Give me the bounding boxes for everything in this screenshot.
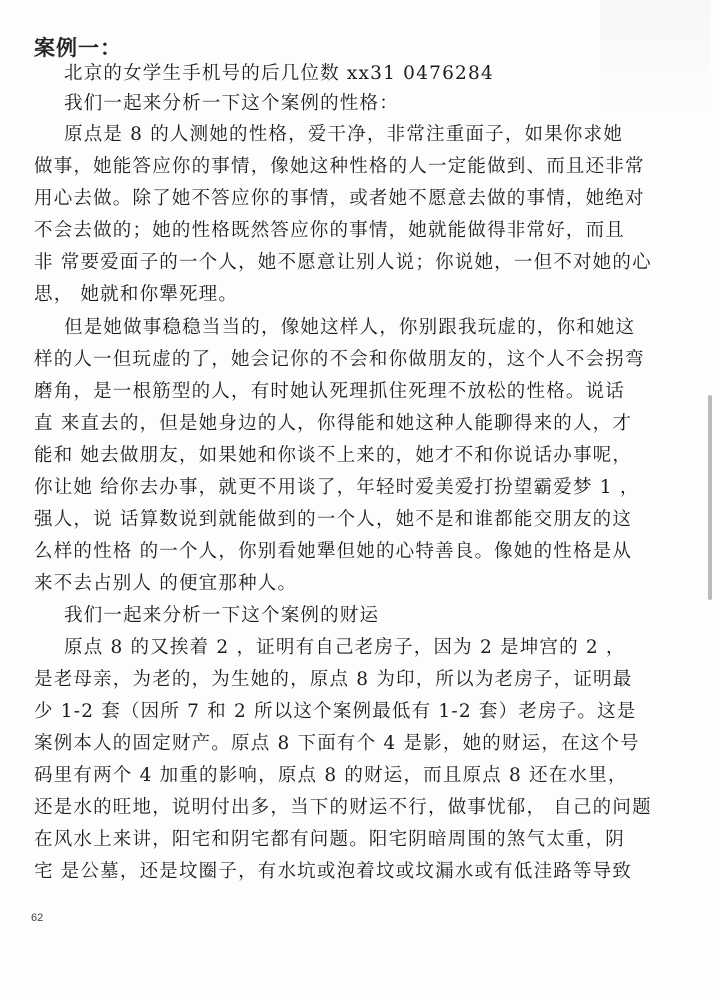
text-line: 还是水的旺地，说明付出多，当下的财运不行，做事忧郁， 自己的问题 xyxy=(34,797,652,818)
text-line: 直 来直去的，但是她身边的人，你得能和她这种人能聊得来的人，才 xyxy=(34,413,633,434)
text-line: 少 1-2 套（因所 7 和 2 所以这个案例最低有 1-2 套）老房子。这是 xyxy=(34,701,637,722)
text-line: 在风水上来讲，阳宅和阴宅都有问题。阳宅阴暗周围的煞气太重，阴 xyxy=(34,829,626,850)
text-line: 原点 8 的又挨着 2 ，证明有自己老房子，因为 2 是坤宫的 2 ， xyxy=(64,637,626,658)
text-line: 做事，她能答应你的事情，像她这种性格的人一定能做到、而且还非常 xyxy=(34,156,645,177)
text-line: 非 常要爱面子的一个人，她不愿意让别人说；你说她，一但不对她的心 xyxy=(34,252,652,273)
text-line: 但是她做事稳稳当当的，像她这样人，你别跟我玩虚的，你和她这 xyxy=(64,317,636,338)
text-line: 么样的性格 的一个人，你别看她犟但她的心特善良。像她的性格是从 xyxy=(34,541,633,562)
text-line: 思， 她就和你犟死理。 xyxy=(34,284,239,305)
text-line: 案例本人的固定财产。原点 8 下面有个 4 是影，她的财运，在这个号 xyxy=(34,733,640,754)
text-line: 你让她 给你去办事，就更不用谈了，年轻时爱美爱打扮望霸爱梦 1 ， xyxy=(34,477,640,498)
scrollbar[interactable] xyxy=(708,395,712,600)
text-line: 磨角，是一根筋型的人，有时她认死理抓住死理不放松的性格。说话 xyxy=(34,381,626,402)
text-line: 原点是 8 的人测她的性格，爱干净，非常注重面子，如果你求她 xyxy=(64,124,624,145)
scan-artifact xyxy=(600,0,710,110)
text-line: 是老母亲，为老的，为生她的，原点 8 为印，所以为老房子，证明最 xyxy=(34,669,633,690)
text-line: 不会去做的；她的性格既然答应你的事情，她就能做得非常好，而且 xyxy=(34,220,626,241)
text-line: 用心去做。除了她不答应你的事情，或者她不愿意去做的事情，她绝对 xyxy=(34,188,645,209)
text-line: 能和 她去做朋友，如果她和你谈不上来的，她才不和你说话办事呢， xyxy=(34,445,633,466)
text-line: 我们一起来分析一下这个案例的性格： xyxy=(64,93,399,114)
text-line: 码里有两个 4 加重的影响，原点 8 的财运，而且原点 8 还在水里， xyxy=(34,765,628,786)
page-number: 62 xyxy=(31,912,44,924)
text-line: 来不去占别人 的便宜那种人。 xyxy=(34,573,298,594)
text-line: 北京的女学生手机号的后几位数 xx31 0476284 xyxy=(64,63,494,84)
text-line: 宅 是公墓，还是坟圈子，有水坑或泡着坟或坟漏水或有低洼路等导致 xyxy=(34,861,633,882)
text-line: 样的人一但玩虚的了，她会记你的不会和你做朋友的，这个人不会拐弯 xyxy=(34,349,645,370)
text-line: 我们一起来分析一下这个案例的财运 xyxy=(64,605,380,626)
case-heading: 案例一： xyxy=(34,36,122,60)
text-line: 强人，说 话算数说到就能做到的一个人，她不是和谁都能交朋友的这 xyxy=(34,509,633,530)
